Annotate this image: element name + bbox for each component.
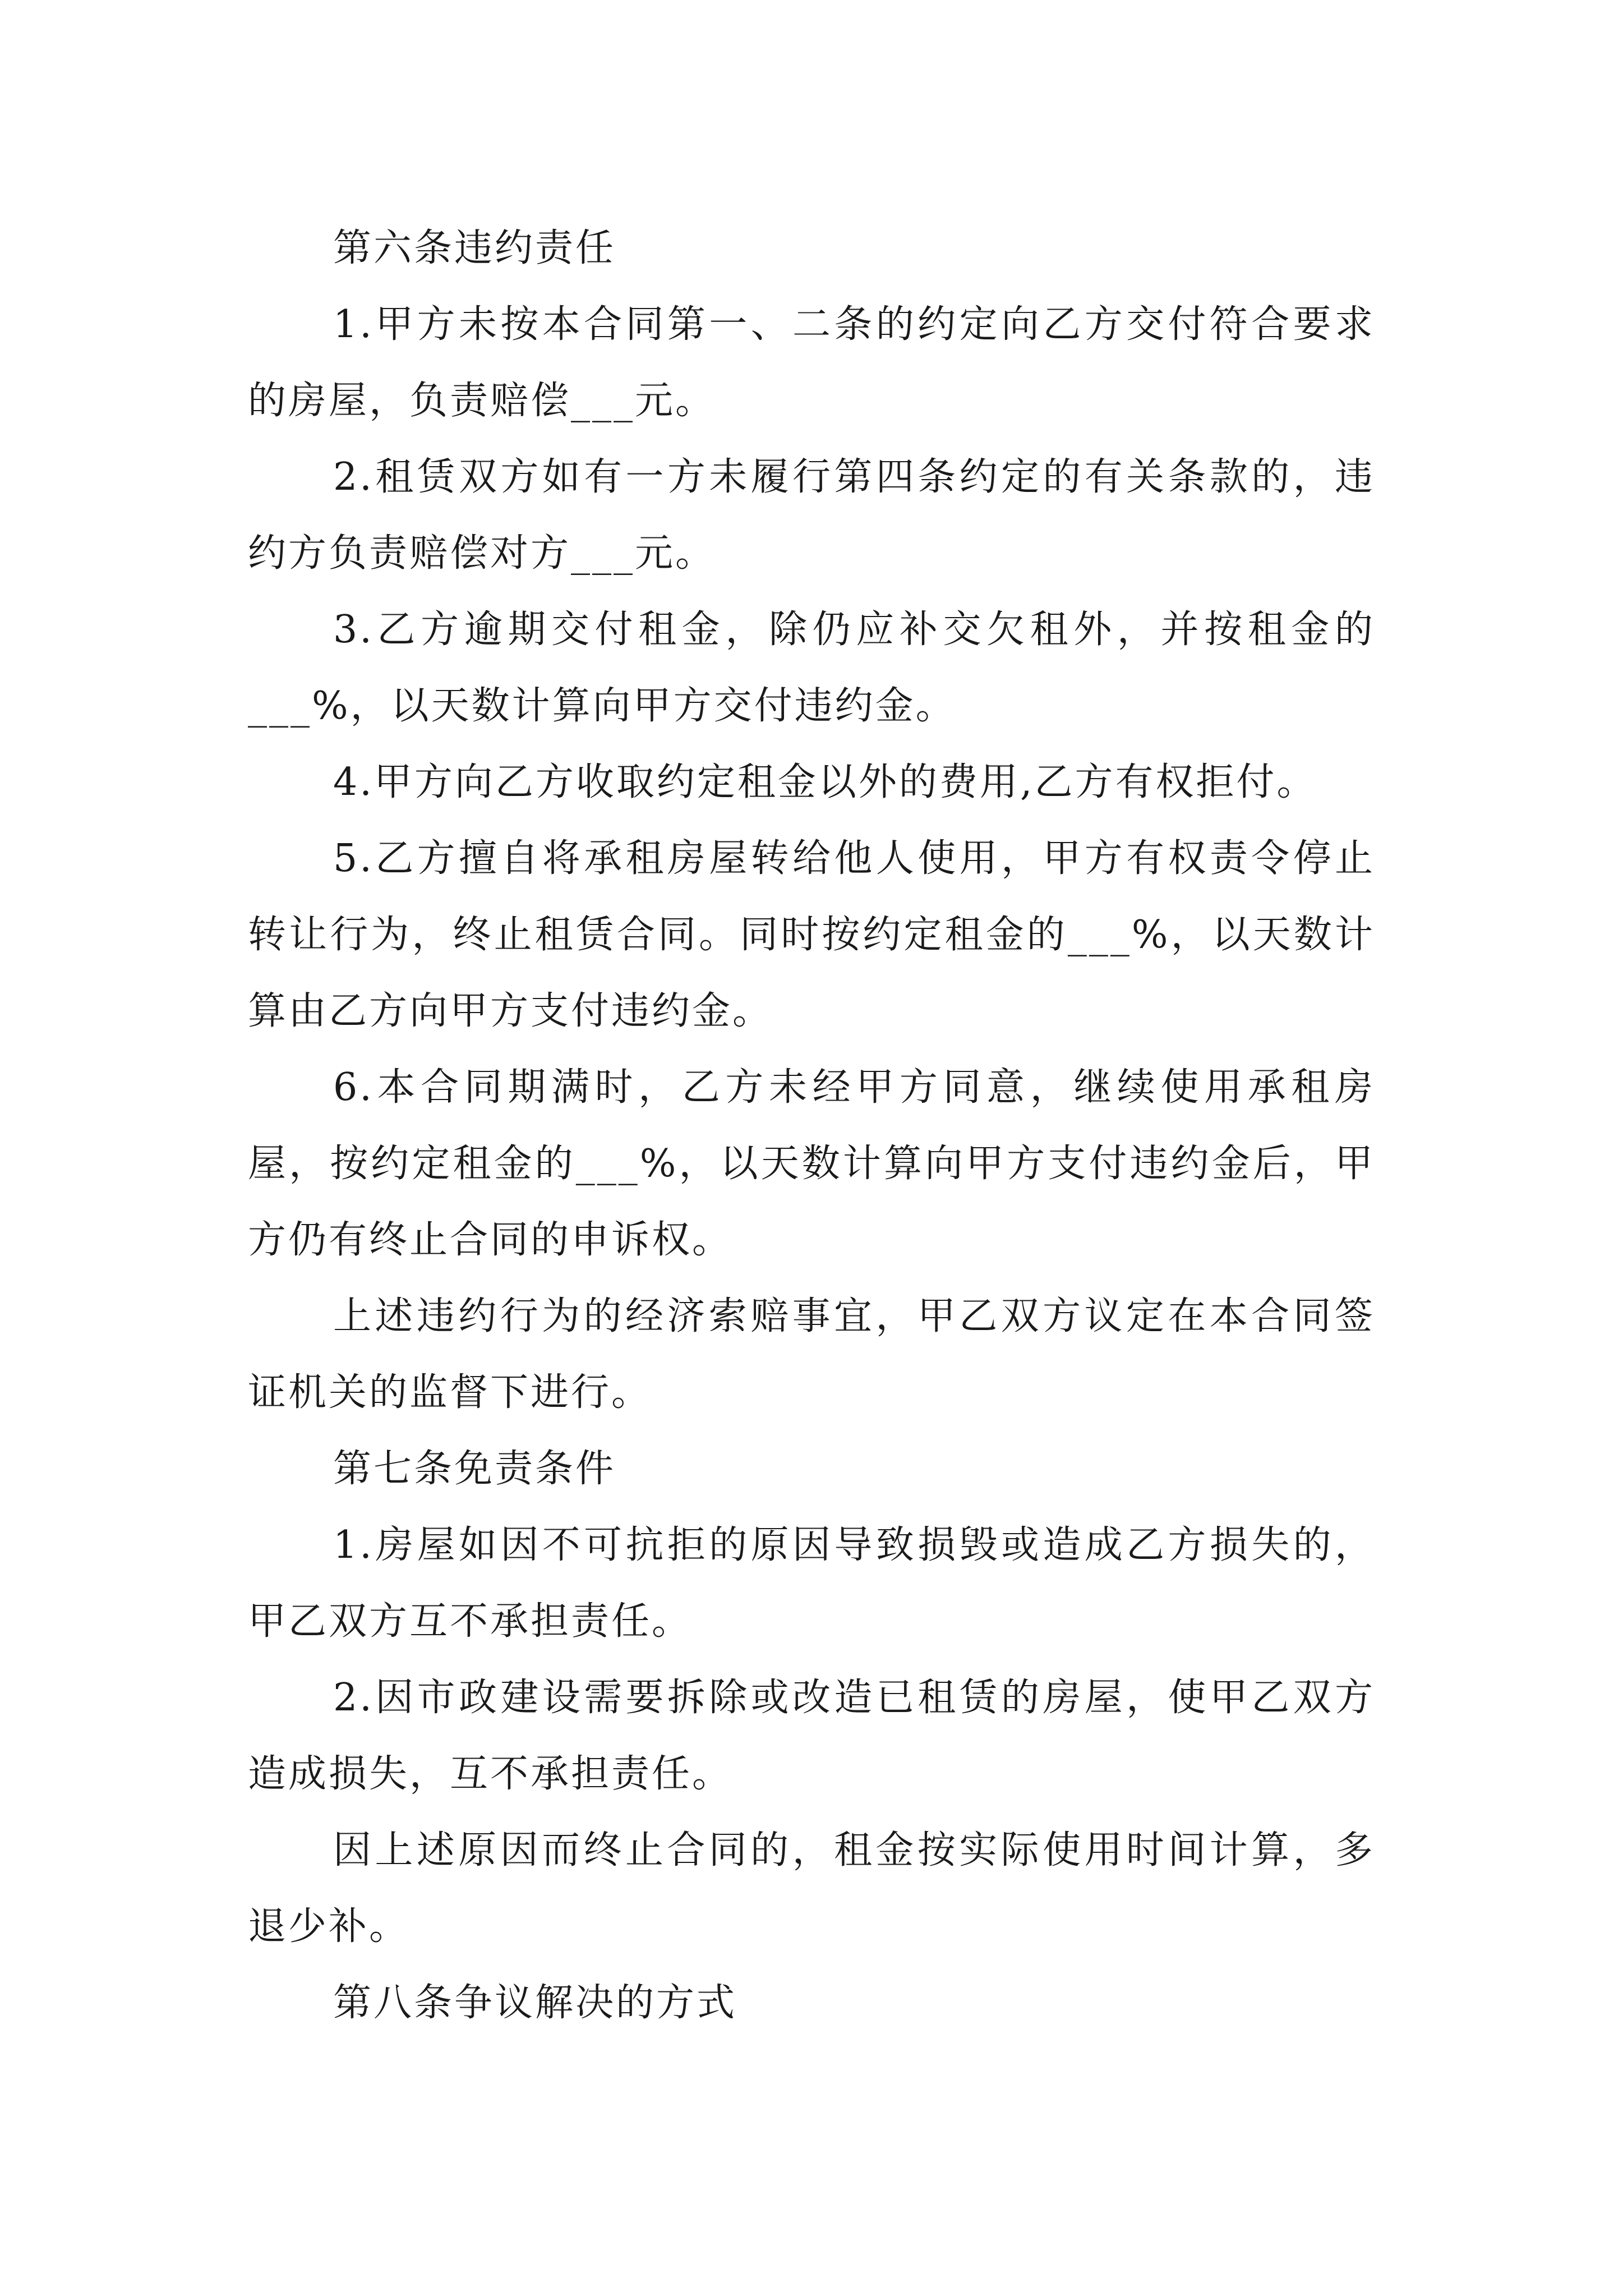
clause-7-summary: 因上述原因而终止合同的，租金按实际使用时间计算，多退少补。	[248, 1828, 1375, 1949]
clause-6-4: 4.甲方向乙方收取约定租金以外的费用,乙方有权拒付。	[333, 760, 1317, 804]
clause-6-5: 5.乙方擅自将承租房屋转给他人使用，甲方有权责令停止转让行为，终止租赁合同。同时按约定租金的___%，以天数计算由乙方向甲方支付违约金。	[248, 836, 1375, 1033]
clause-6-summary: 上述违约行为的经济索赔事宜，甲乙双方议定在本合同签证机关的监督下进行。	[248, 1294, 1375, 1415]
clause-6-6: 6.本合同期满时，乙方未经甲方同意，继续使用承租房屋，按约定租金的___%，以天数计算向甲方支付违约金后，甲方仍有终止合同的申诉权。	[248, 1065, 1375, 1262]
section-heading-article-7: 第七条免责条件	[333, 1447, 616, 1491]
section-heading-article-8: 第八条争议解决的方式	[333, 1981, 737, 2025]
document-body	[248, 210, 1375, 2041]
clause-6-1: 1.甲方未按本合同第一、二条的约定向乙方交付符合要求的房屋，负责赔偿___元。	[248, 302, 1375, 423]
clause-6-2: 2.租赁双方如有一方未履行第四条约定的有关条款的，违约方负责赔偿对方___元。	[248, 455, 1375, 576]
clause-7-1: 1.房屋如因不可抗拒的原因导致损毁或造成乙方损失的，甲乙双方互不承担责任。	[248, 1523, 1375, 1644]
clause-6-3: 3.乙方逾期交付租金，除仍应补交欠租外，并按租金的___%，以天数计算向甲方交付违约金。	[248, 608, 1375, 728]
clause-7-2: 2.因市政建设需要拆除或改造已租赁的房屋，使甲乙双方造成损失，互不承担责任。	[248, 1676, 1375, 1796]
section-heading-article-6: 第六条违约责任	[333, 226, 616, 270]
